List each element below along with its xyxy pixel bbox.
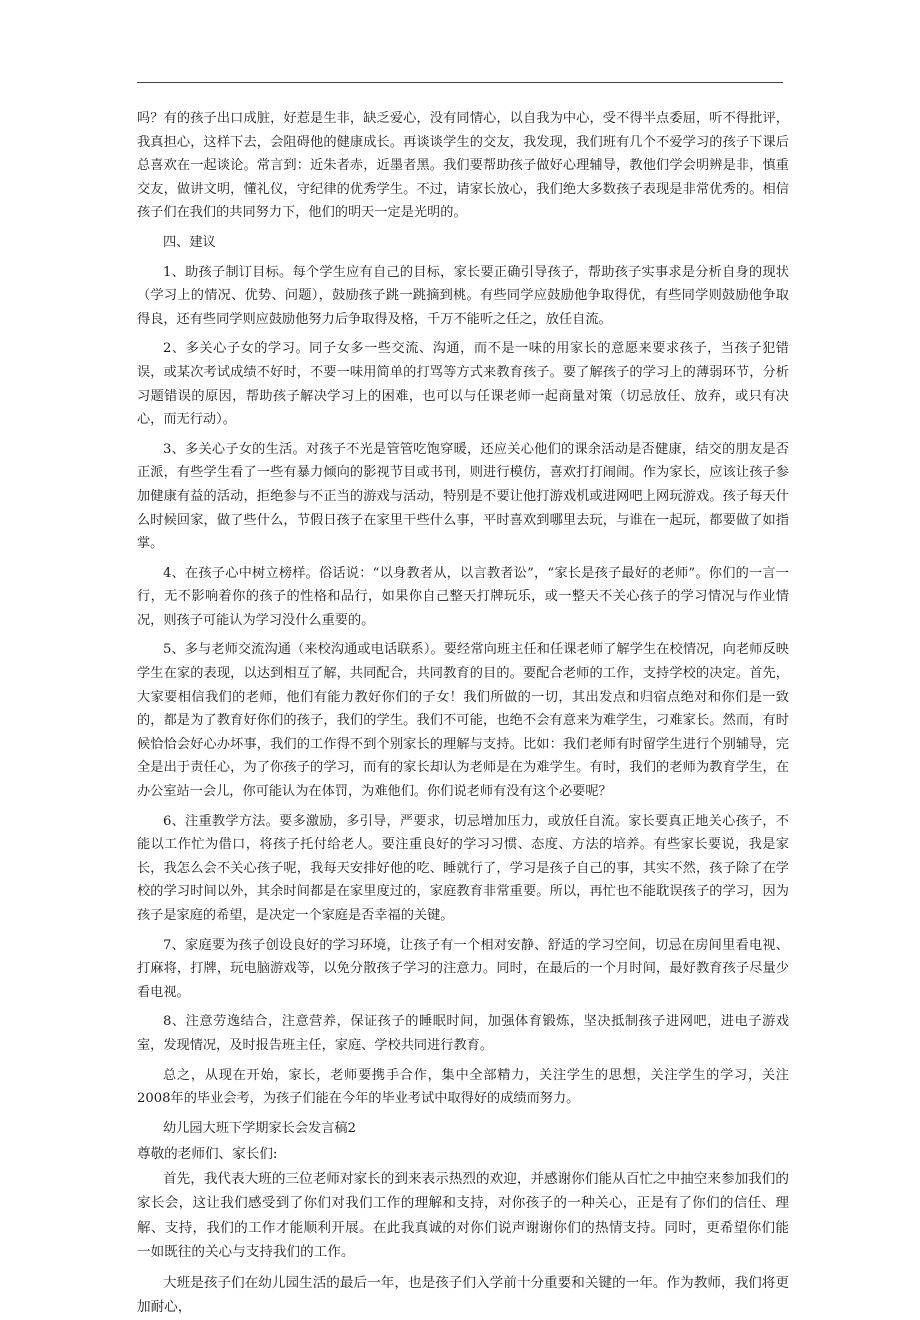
paragraph: 4、在孩子心中树立榜样。俗话说：“以身教者从，以言教者讼”，“家长是孩子最好的老师”。你们的一言一行，无不影响着你的孩子的性格和品行，如果你自己整天打牌玩乐，或一整天不关心孩子的学习情况与作业情况，则孩子可能认为学习没什么重要的。 — [137, 565, 789, 628]
document-title: 幼儿园大班下学期家长会发言稿2 — [163, 1120, 357, 1136]
paragraph: 6、注重教学方法。要多激励，多引导，严要求，切忌增加压力，或放任自流。家长要真正地关心孩子，不能以工作忙为借口，将孩子托付给老人。要注重良好的学习习惯、态度、方法的培养。有些家长要说，我是家长，我怎么会不关心孩子呢，我每天安排好他的吃、睡就行了，学习是孩子自己的事，其实不然，孩子除了在学校的学习时间以外，其余时间都是在家里度过的，家庭教育非常重要。所以，再忙也不能耽误孩子的学习，因为孩子是家庭的希望，是决定一个家庭是否幸福的关键。 — [137, 813, 789, 923]
paragraph: 2、多关心子女的学习。同子女多一些交流、沟通，而不是一味的用家长的意愿来要求孩子，当孩子犯错误，或某次考试成绩不好时，不要一味用简单的打骂等方式来教育孩子。要了解孩子的学习上的薄弱环节，分析习题错误的原因，帮助孩子解决学习上的困难，也可以与任课老师一起商量对策（切忌放任、放弃，或只有决心，而无行动）。 — [137, 341, 789, 428]
paragraph: 大班是孩子们在幼儿园生活的最后一年，也是孩子们入学前十分重要和关键的一年。作为教师，我们将更加耐心， — [137, 1274, 789, 1316]
salutation: 尊敬的老师们、家长们: — [137, 1146, 278, 1163]
paragraph: 吗？有的孩子出口成脏，好惹是生非，缺乏爱心，没有同情心，以自我为中心，受不得半点委屈，听不得批评，我真担心，这样下去，会阻碍他的健康成长。再谈谈学生的交友，我发现，我们班有几个不爱学习的孩子下课后总喜欢在一起谈论。常言到：近朱者赤，近墨者黑。我们要帮助孩子做好心理辅导，教他们学会明辨是非，慎重交友，做讲文明，懂礼仪，守纪律的优秀学生。不过，请家长放心，我们绝大多数孩子表现是非常优秀的。相信孩子们在我们的共同努力下，他们的明天一定是光明的。 — [137, 111, 789, 221]
section-heading: 四、建议 — [163, 234, 216, 250]
second-section — [137, 1142, 789, 1320]
paragraph: 5、多与老师交流沟通（来校沟通或电话联系）。要经常向班主任和任课老师了解学生在校情况，向老师反映学生在家的表现，以达到相互了解，共同配合，共同教育的目的。要配合老师的工作，支持学校的决定。首先，大家要相信我们的老师，他们有能力教好你们的子女！我们所做的一切，其出发点和归宿点绝对和你们是一致的，都是为了教育好你们的孩子，我们的学生。我们不可能，也绝不会有意来为难学生，刁难家长。然而，有时候恰恰会好心办坏事，我们的工作得不到个别家长的理解与支持。比如：我们老师有时留学生进行个别辅导，完全是出于责任心，为了你孩子的学习，而有的家长却认为老师是在为难学生。有时，我们的老师为教育学生，在办公室站一会儿，你可能认为在体罚，为难他们。你们说老师有没有这个必要呢？ — [137, 642, 789, 800]
paragraph: 总之，从现在开始，家长，老师要携手合作，集中全部精力，关注学生的思想，关注学生的学习，关注2008年的毕业会考，为孩子们能在今年的毕业考试中取得好的成绩而努力。 — [137, 1067, 789, 1107]
paragraph: 首先，我代表大班的三位老师对家长的到来表示热烈的欢迎，并感谢你们能从百忙之中抽空来参加我们的家长会，这让我们感受到了你们对我们工作的理解和支持，对你孩子的一种关心，正是有了你们的信任、理解、支持，我们的工作才能顺利开展。在此我真诚的对你们说声谢谢你们的热情支持。同时，更希望你们能一如既往的关心与支持我们的工作。 — [137, 1170, 789, 1261]
header-rule — [137, 82, 783, 83]
paragraph: 1、助孩子制订目标。每个学生应有自己的目标，家长要正确引导孩子，帮助孩子实事求是分析自身的现状（学习上的情况、优势、问题），鼓励孩子跳一跳摘到桃。有些同学应鼓励他争取得优，有些同学则鼓励他争取得良，还有些同学则应鼓励他努力后争取得及格，千万不能听之任之，放任自流。 — [137, 264, 789, 327]
paragraph: 3、多关心子女的生活。对孩子不光是管管吃饱穿暖，还应关心他们的课余活动是否健康，结交的朋友是否正派，有些学生看了一些有暴力倾向的影视节目或书刊，则进行模仿，喜欢打打闹闹。作为家长，应该让孩子参加健康有益的活动，拒绝参与不正当的游戏与活动，特别是不要让他打游戏机或进网吧上网玩游戏。孩子每天什么时候回家，做了些什么，节假日孩子在家里干些什么事，平时喜欢到哪里去玩，与谁在一起玩，都要做了如指掌。 — [137, 441, 789, 552]
paragraph: 7、家庭要为孩子创设良好的学习环境，让孩子有一个相对安静、舒适的学习空间，切忌在房间里看电视、打麻将，打牌，玩电脑游戏等，以免分散孩子学习的注意力。同时，在最后的一个月时间，最好教育孩子尽量少看电视。 — [137, 937, 789, 1000]
paragraph: 8、注意劳逸结合，注意营养，保证孩子的睡眠时间，加强体育锻炼，坚决抵制孩子进网吧，进电子游戏室，发现情况，及时报告班主任，家庭、学校共同进行教育。 — [137, 1014, 789, 1053]
document-body — [137, 107, 789, 1320]
